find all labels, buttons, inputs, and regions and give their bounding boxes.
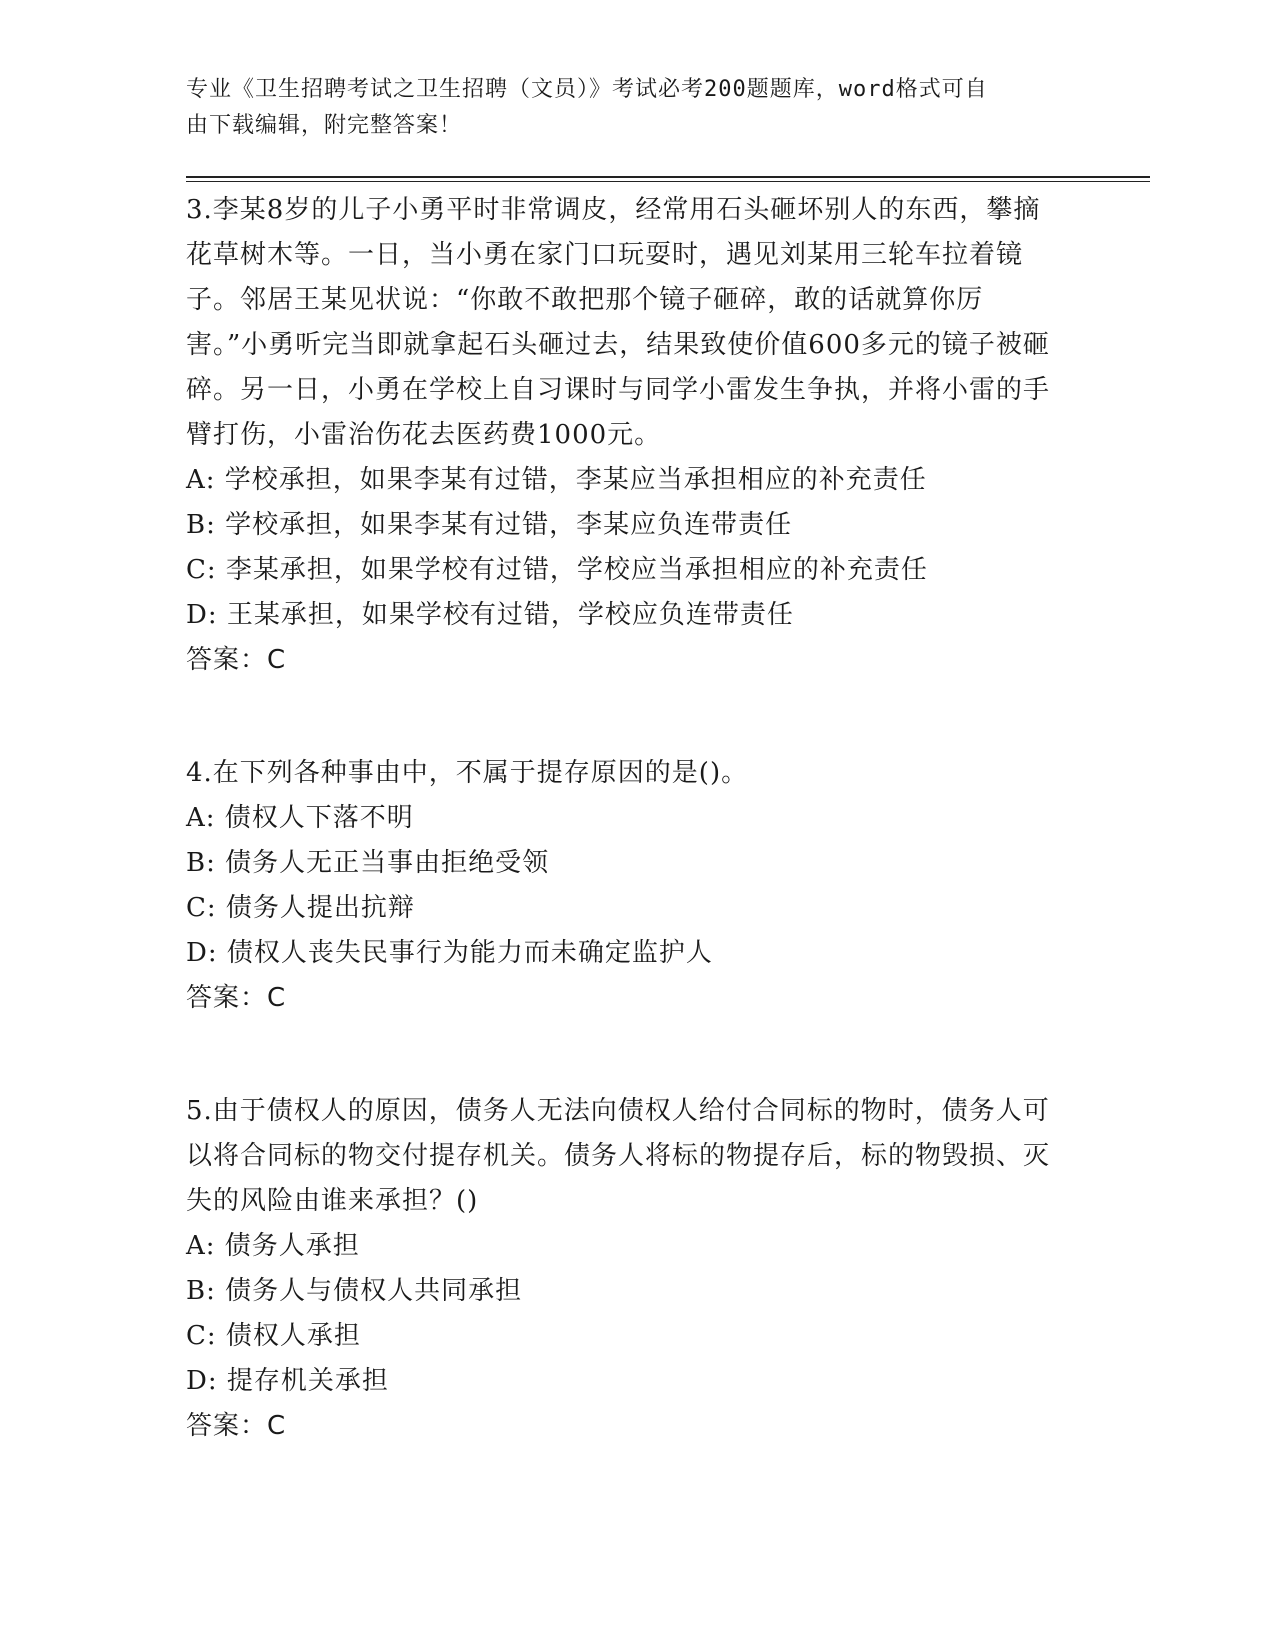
answer-line: 答案：C bbox=[186, 983, 287, 1013]
header-line-2: 由下载编辑，附完整答案！ bbox=[186, 113, 463, 138]
header-line-1: 专业《卫生招聘考试之卫生招聘（文员）》考试必考200题题库，word格式可自 bbox=[186, 77, 988, 102]
option-b: B: 债务人无正当事由拒绝受领 bbox=[186, 848, 550, 878]
option-c: C: 债务人提出抗辩 bbox=[186, 893, 415, 923]
option-d: D: 债权人丧失民事行为能力而未确定监护人 bbox=[186, 938, 713, 968]
option-b: B: 债务人与债权人共同承担 bbox=[186, 1276, 523, 1306]
answer-line: 答案：C bbox=[186, 1411, 287, 1441]
answer-line: 答案：C bbox=[186, 645, 287, 675]
option-d: D: 王某承担，如果学校有过错，学校应负连带责任 bbox=[186, 600, 794, 630]
option-d: D: 提存机关承担 bbox=[186, 1366, 389, 1396]
option-a: A: 债权人下落不明 bbox=[186, 803, 414, 833]
page-header bbox=[186, 72, 1066, 144]
question-3 bbox=[186, 188, 1056, 683]
question-4 bbox=[186, 751, 1056, 1021]
question-list bbox=[186, 188, 1056, 1517]
header-divider-thin bbox=[186, 181, 1150, 182]
option-c: C: 债权人承担 bbox=[186, 1321, 361, 1351]
question-stem: 3.李某8岁的儿子小勇平时非常调皮，经常用石头砸坏别人的东西，攀摘花草树木等。一日，当小勇在家门口玩耍时，遇见刘某用三轮车拉着镜子。邻居王某见状说：“你敢不敢把那个镜子砸碎，敢的话就算你厉害。”小勇听完当即就拿起石头砸过去，结果致使价值600多元的镜子被砸碎。另一日，小勇在学校上自习课时与同学小雷发生争执，并将小雷的手臂打伤，小雷治伤花去医药费1000元。 bbox=[186, 195, 1051, 450]
question-stem: 4.在下列各种事由中，不属于提存原因的是()。 bbox=[186, 758, 749, 788]
header-divider-thick bbox=[186, 176, 1150, 178]
option-b: B: 学校承担，如果李某有过错，李某应负连带责任 bbox=[186, 510, 793, 540]
option-a: A: 债务人承担 bbox=[186, 1231, 360, 1261]
question-5 bbox=[186, 1089, 1056, 1449]
option-a: A: 学校承担，如果李某有过错，李某应当承担相应的补充责任 bbox=[186, 465, 927, 495]
option-c: C: 李某承担，如果学校有过错，学校应当承担相应的补充责任 bbox=[186, 555, 928, 585]
question-stem: 5.由于债权人的原因，债务人无法向债权人给付合同标的物时，债务人可以将合同标的物交付提存机关。债务人将标的物提存后，标的物毁损、灭失的风险由谁来承担？() bbox=[186, 1096, 1051, 1216]
